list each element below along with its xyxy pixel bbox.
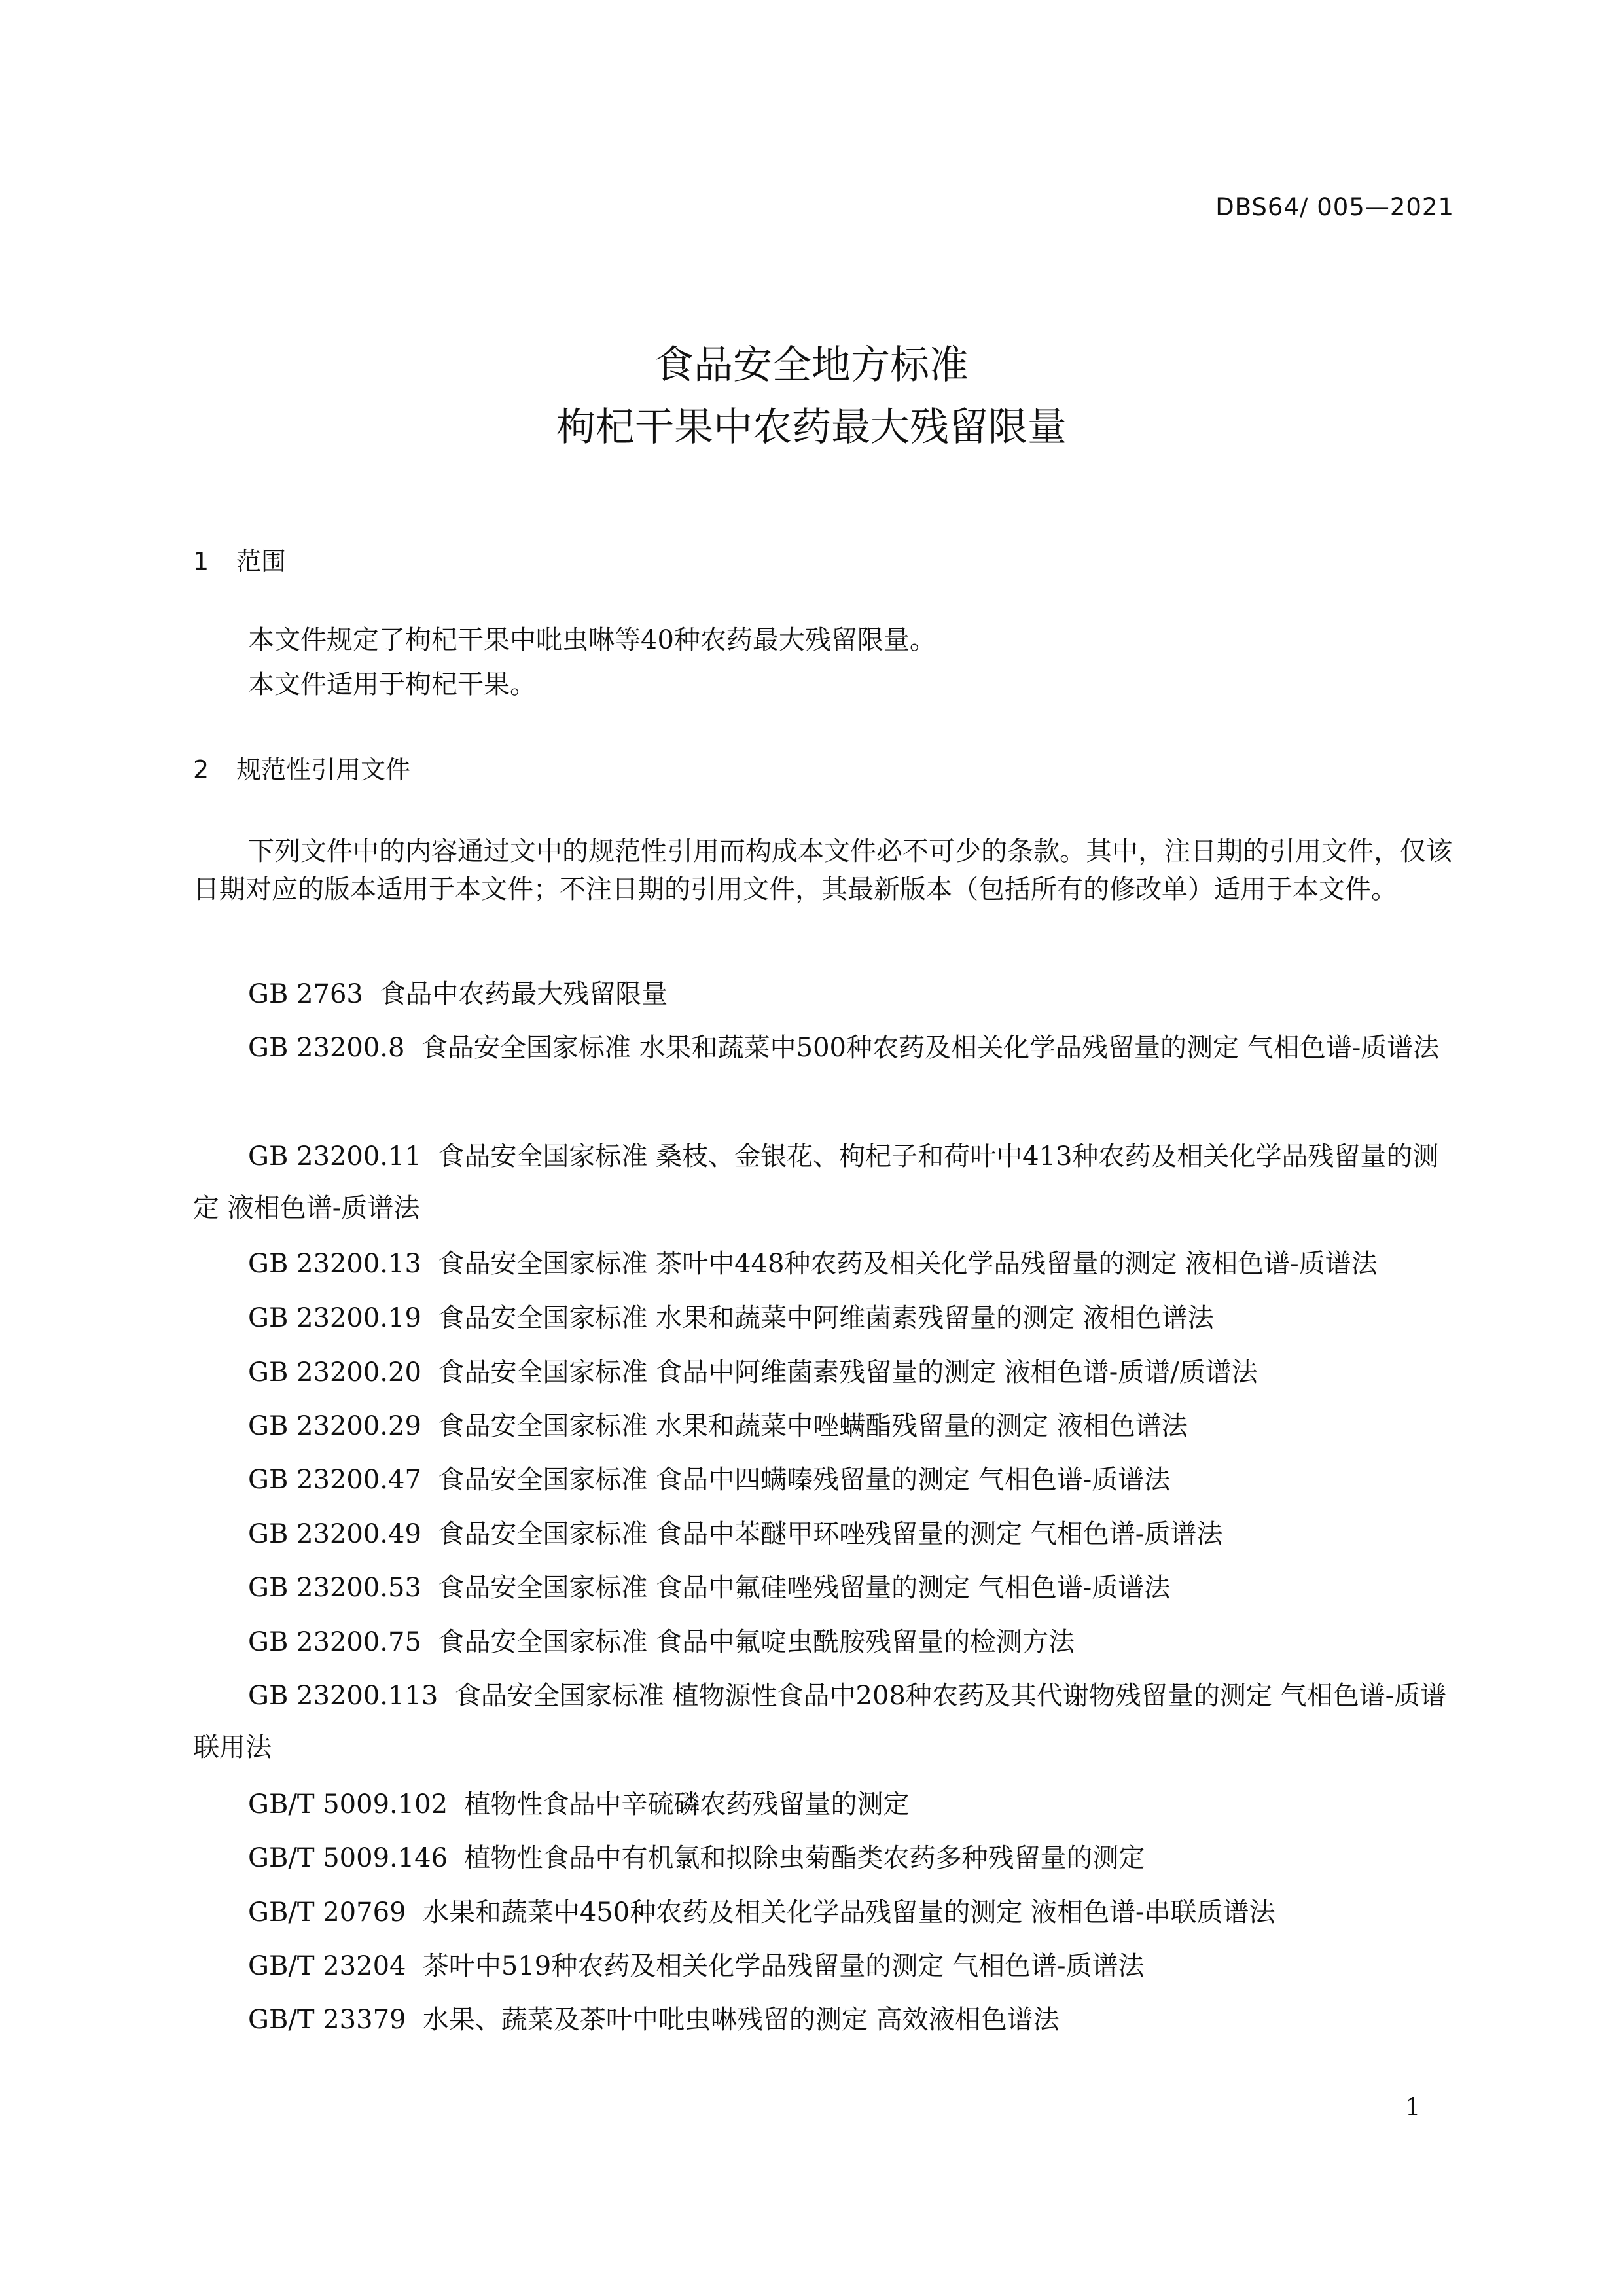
document-title-line1: 食品安全地方标准 bbox=[654, 342, 969, 388]
reference-code: GB 2763 bbox=[248, 979, 363, 1009]
document-title-line2: 枸杞干果中农药最大残留限量 bbox=[556, 404, 1067, 450]
reference-title: 食品安全国家标准 食品中阿维菌素残留量的测定 液相色谱-质谱/质谱法 bbox=[438, 1357, 1258, 1388]
reference-code: GB 23200.19 bbox=[248, 1303, 421, 1333]
document-code: DBS64/ 005—2021 bbox=[1215, 193, 1454, 221]
reference-code: GB/T 5009.146 bbox=[248, 1843, 448, 1873]
reference-title: 茶叶中519种农药及相关化学品残留量的测定 气相色谱-质谱法 bbox=[422, 1951, 1145, 1981]
reference-item bbox=[193, 1454, 1456, 1506]
reference-title: 食品安全国家标准 食品中氟啶虫酰胺残留量的检测方法 bbox=[438, 1627, 1075, 1657]
reference-title: 植物性食品中辛硫磷农药残留量的测定 bbox=[464, 1789, 910, 1820]
section-2-number: 2 bbox=[193, 755, 209, 784]
reference-item bbox=[193, 1293, 1456, 1344]
reference-title: 食品安全国家标准 食品中四螨嗪残留量的测定 气相色谱-质谱法 bbox=[438, 1465, 1171, 1495]
reference-item bbox=[193, 1887, 1456, 1939]
reference-item bbox=[193, 1779, 1456, 1831]
reference-title: 食品安全国家标准 茶叶中448种农药及相关化学品残留量的测定 液相色谱-质谱法 bbox=[438, 1249, 1378, 1279]
reference-code: GB 23200.20 bbox=[248, 1357, 421, 1388]
reference-title: 食品安全国家标准 植物源性食品中208种农药及其代谢物残留量的测定 气相色谱-质谱联用法 bbox=[193, 1681, 1447, 1763]
reference-title: 食品中农药最大残留限量 bbox=[380, 979, 668, 1009]
reference-item bbox=[193, 1617, 1456, 1668]
reference-item bbox=[193, 1833, 1456, 1884]
section-2-intro: 下列文件中的内容通过文中的规范性引用而构成本文件必不可少的条款。其中，注日期的引用文件，仅该日期对应的版本适用于本文件；不注日期的引用文件，其最新版本（包括所有的修改单）适用于本文件。 bbox=[193, 836, 1452, 905]
reference-code: GB 23200.29 bbox=[248, 1411, 421, 1441]
reference-title: 水果、蔬菜及茶叶中吡虫啉残留的测定 高效液相色谱法 bbox=[422, 2005, 1060, 2035]
reference-title: 食品安全国家标准 水果和蔬菜中500种农药及相关化学品残留量的测定 气相色谱-质谱法 bbox=[421, 1033, 1440, 1063]
section-1-number: 1 bbox=[193, 547, 209, 576]
reference-code: GB 23200.47 bbox=[248, 1465, 421, 1495]
reference-title: 食品安全国家标准 食品中氟硅唑残留量的测定 气相色谱-质谱法 bbox=[438, 1573, 1171, 1603]
reference-code: GB/T 5009.102 bbox=[248, 1789, 448, 1820]
reference-code: GB 23200.13 bbox=[248, 1249, 421, 1279]
section-1-heading bbox=[193, 541, 286, 577]
reference-item bbox=[193, 1022, 1456, 1074]
reference-code: GB 23200.75 bbox=[248, 1627, 421, 1657]
reference-item bbox=[193, 1562, 1456, 1614]
section-1-paragraph: 本文件适用于枸杞干果。 bbox=[248, 670, 536, 700]
reference-code: GB 23200.11 bbox=[248, 1141, 421, 1172]
reference-item bbox=[193, 1347, 1456, 1399]
reference-code: GB 23200.49 bbox=[248, 1519, 421, 1549]
section-1-paragraph: 本文件规定了枸杞干果中吡虫啉等40种农药最大残留限量。 bbox=[248, 625, 936, 655]
reference-item bbox=[193, 1131, 1456, 1234]
reference-item bbox=[193, 1238, 1456, 1290]
reference-item bbox=[193, 1670, 1456, 1774]
reference-item bbox=[193, 969, 1456, 1020]
section-2-heading bbox=[193, 749, 410, 785]
page-number: 1 bbox=[1405, 2093, 1421, 2121]
section-2-title: 规范性引用文件 bbox=[236, 755, 411, 784]
reference-title: 食品安全国家标准 桑枝、金银花、枸杞子和荷叶中413种农药及相关化学品残留量的测定 液相色谱-质谱法 bbox=[193, 1141, 1439, 1223]
reference-code: GB 23200.8 bbox=[248, 1033, 405, 1063]
reference-item bbox=[193, 1401, 1456, 1452]
reference-title: 食品安全国家标准 水果和蔬菜中唑螨酯残留量的测定 液相色谱法 bbox=[438, 1411, 1188, 1441]
reference-item bbox=[193, 1994, 1456, 2046]
reference-item bbox=[193, 1509, 1456, 1560]
reference-code: GB/T 23204 bbox=[248, 1951, 406, 1981]
reference-item bbox=[193, 1941, 1456, 1992]
reference-code: GB 23200.53 bbox=[248, 1573, 421, 1603]
reference-title: 植物性食品中有机氯和拟除虫菊酯类农药多种残留量的测定 bbox=[464, 1843, 1145, 1873]
reference-title: 食品安全国家标准 水果和蔬菜中阿维菌素残留量的测定 液相色谱法 bbox=[438, 1303, 1214, 1333]
reference-code: GB 23200.113 bbox=[248, 1681, 438, 1711]
reference-code: GB/T 20769 bbox=[248, 1897, 406, 1928]
reference-title: 食品安全国家标准 食品中苯醚甲环唑残留量的测定 气相色谱-质谱法 bbox=[438, 1519, 1223, 1549]
reference-code: GB/T 23379 bbox=[248, 2005, 406, 2035]
section-1-title: 范围 bbox=[236, 547, 287, 576]
reference-title: 水果和蔬菜中450种农药及相关化学品残留量的测定 液相色谱-串联质谱法 bbox=[422, 1897, 1275, 1928]
